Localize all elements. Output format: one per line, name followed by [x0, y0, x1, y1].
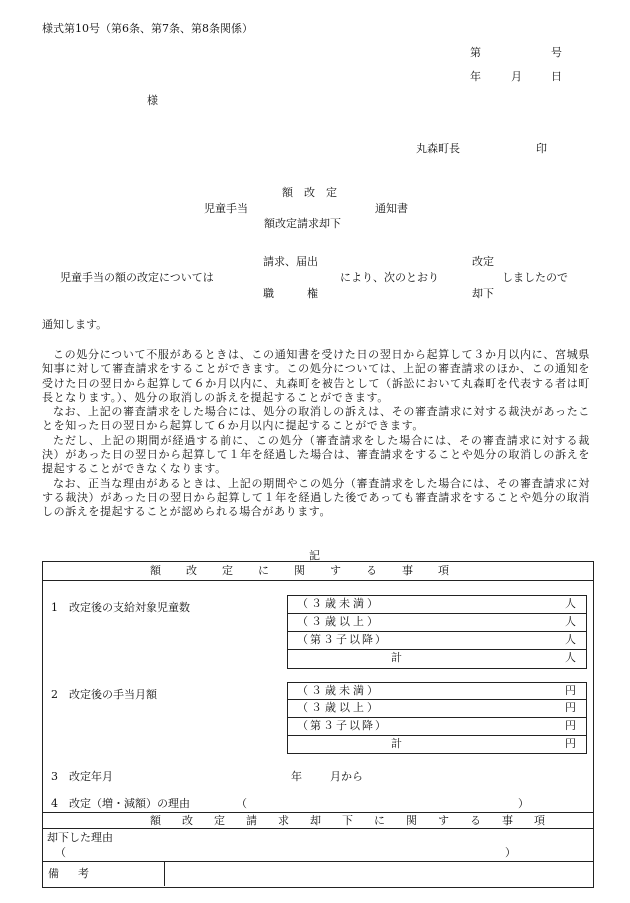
item3-month-from: 月から	[330, 770, 363, 783]
date-day: 日	[551, 70, 562, 83]
item1-row-label: （第３子以降）	[297, 633, 388, 646]
doc-number-dai: 第	[470, 46, 481, 59]
item1-label: 1 改定後の支給対象児童数	[51, 601, 190, 614]
issuer-name: 丸森町長	[416, 142, 460, 155]
item3-label: 3 改定年月	[51, 770, 113, 783]
title-suffix: 通知書	[375, 202, 408, 215]
form-id: 様式第10号（第6条、第7条、第8条関係）	[42, 22, 253, 35]
notice-paragraph: この処分について不服があるときは、この通知書を受けた日の翌日から起算して３か月以内に、宮城県知事に対して審査請求をすることができます。この処分については、上記の審査請求のほか、この通知を受けた日の翌日から起算して６か月以内に、丸森町を被告として（訴訟において丸森町を代表する者は町長となります。）、処分の取消しの訴えを提起することができます。	[42, 348, 590, 404]
title-bottom: 額改定請求却下	[264, 217, 341, 230]
date-year: 年	[470, 70, 481, 83]
item1-total-unit: 人	[565, 651, 576, 664]
notice-block	[42, 348, 590, 520]
divider	[287, 649, 586, 650]
recipient-suffix: 様	[147, 94, 158, 107]
item2-row-label: （３歳以上）	[297, 701, 381, 714]
item2-row-unit: 円	[565, 701, 576, 714]
remarks-label: 備 考	[48, 867, 93, 880]
item1-row-unit: 人	[565, 597, 576, 610]
item4-close-paren: ）	[518, 797, 529, 810]
intro-choice1-top: 請求、届出	[263, 255, 318, 268]
intro-choice1-bottom: 職 権	[263, 287, 318, 300]
notice-paragraph: なお、上記の審査請求をした場合には、処分の取消しの訴えは、その審査請求に対する裁決があったことを知った日の翌日から起算して６か月以内に提起することができます。	[42, 405, 590, 433]
item2-total-label: 計	[391, 737, 402, 750]
item2-row-label: （第３子以降）	[297, 719, 388, 732]
item3-year: 年	[291, 770, 302, 783]
intro-choice2-top: 改定	[472, 255, 494, 268]
reject-close-paren: ）	[505, 846, 516, 859]
item2-row-unit: 円	[565, 684, 576, 697]
intro-middle: により、次のとおり	[340, 271, 439, 284]
item2-total-unit: 円	[565, 737, 576, 750]
divider	[42, 828, 593, 829]
section-revision-header: 額改定に関する事項	[150, 564, 474, 577]
item1-row-unit: 人	[565, 633, 576, 646]
item4-label: 4 改定（増・減額）の理由	[51, 797, 190, 810]
intro-continuation: 通知します。	[42, 318, 108, 331]
item2-label: 2 改定後の手当月額	[51, 688, 157, 701]
notice-paragraph: なお、正当な理由があるときは、上記の期間やこの処分（審査請求をした場合には、その審査請求に対する裁決）があった日の翌日から起算して１年を経過した後であっても審査請求をすることや処分の取消しの訴えを提起することが認められる場合があります。	[42, 476, 590, 519]
reject-open-paren: （	[55, 846, 66, 859]
notice-paragraph: ただし、上記の期間が経過する前に、この処分（審査請求をした場合には、その審査請求に対する裁決）があった日の翌日から起算して１年を経過した場合は、審査請求をすることや処分の取消しの訴えを提起することができなくなります。	[42, 433, 590, 476]
item1-row-unit: 人	[565, 615, 576, 628]
doc-number-go: 号	[551, 46, 562, 59]
divider	[42, 580, 593, 581]
intro-choice2-bottom: 却下	[472, 287, 494, 300]
ki-label: 記	[309, 549, 320, 562]
item1-total-label: 計	[391, 651, 402, 664]
title-prefix: 児童手当	[204, 202, 248, 215]
title-top: 額 改 定	[282, 186, 337, 199]
intro-lead: 児童手当の額の改定については	[60, 271, 214, 284]
divider	[42, 861, 593, 862]
section-reject-header: 額改定請求却下に関する事項	[150, 814, 566, 827]
divider	[42, 812, 593, 813]
item2-row-unit: 円	[565, 719, 576, 732]
intro-tail: しましたので	[502, 271, 568, 284]
reject-reason-label: 却下した理由	[47, 831, 113, 844]
issuer-seal: 印	[536, 142, 547, 155]
date-month: 月	[511, 70, 522, 83]
divider	[287, 735, 586, 736]
divider	[164, 861, 165, 886]
item4-open-paren: （	[236, 797, 247, 810]
item2-row-label: （３歳未満）	[297, 684, 381, 697]
item1-row-label: （３歳未満）	[297, 597, 381, 610]
item1-row-label: （３歳以上）	[297, 615, 381, 628]
